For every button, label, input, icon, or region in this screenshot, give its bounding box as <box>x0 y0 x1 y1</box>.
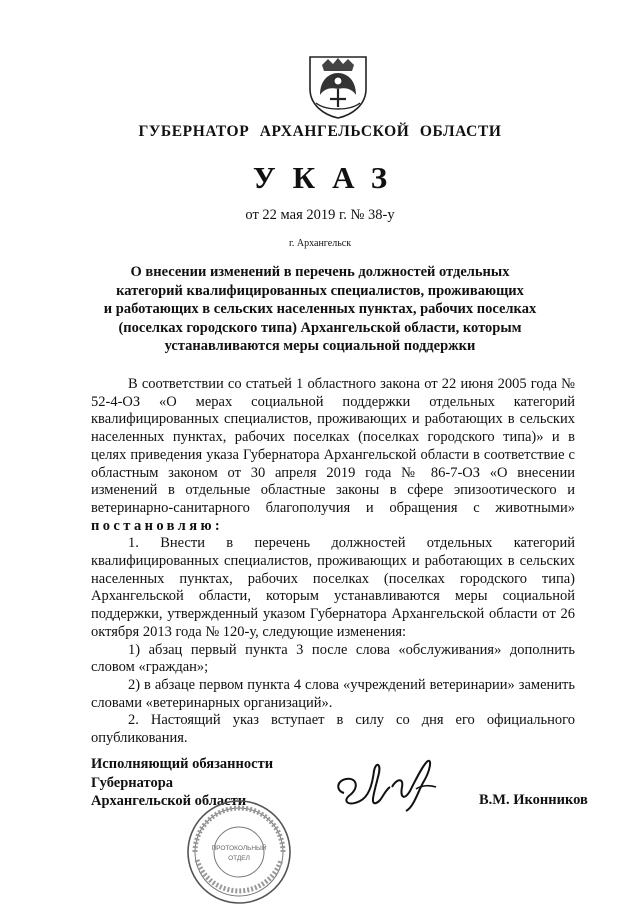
heading-line: (поселках городского типа) Архангельской области, которым <box>118 319 522 336</box>
preamble-paragraph <box>91 376 575 535</box>
heading-line: категорий квалифицированных специалистов, проживающих <box>116 282 524 299</box>
coat-of-arms-icon <box>302 55 374 119</box>
position-line: Архангельской области <box>91 793 247 810</box>
decree-heading <box>80 263 560 356</box>
handwritten-signature-icon <box>330 757 450 813</box>
item-1-subitem-1: 1) абзац первый пункта 3 после слова «обслуживания» дополнить словом «граждан»; <box>91 641 575 676</box>
decree-place: г. Архангельск <box>288 238 352 249</box>
preamble-text: В соответствии со статьей 1 областного закона от 22 июня 2005 года № 52-4-ОЗ «О мерах социальной поддержки отдельных категорий квалифицированных специалистов, проживающих и работающих в сельских населенных пунктах, рабочих поселках (поселках городского типа)» и в целях приведения указа Губернатора Архангельской области в соответствие с областным законом от 30 апреля 2019 года № 86-7-ОЗ «О внесении изменений в отдельные областные законы в сфере эпизоотического и ветеринарно-санитарного благополучия и обращения с животными» <box>91 376 575 516</box>
position-line: Исполняющий обязанности <box>91 756 274 772</box>
svg-text:ОТДЕЛ: ОТДЕЛ <box>228 855 250 862</box>
position-line: Губернатора <box>91 774 174 791</box>
document-type: УКАЗ <box>252 160 405 195</box>
item-1-subitem-2: 2) в абзаце первом пункта 4 слова «учреждений ветеринарии» заменить словами «ветеринарных организаций». <box>91 676 575 711</box>
protocol-stamp-icon <box>183 798 295 905</box>
heading-line: и работающих в сельских населенных пунктах, рабочих поселках <box>103 301 537 318</box>
item-1: 1. Внести в перечень должностей отдельных категорий квалифицированных специалистов, проживающих и работающих в сельских населенных пунктах, рабочих поселках (поселках городского типа) Архангельской области, которым устанавливаются меры социальной поддержки, утвержденный указом Губернатора Архангельской области от 26 октября 2013 года № 120-у, следующие изменения: <box>91 535 575 640</box>
decree-body <box>91 376 575 748</box>
heading-line: устанавливаются меры социальной поддержки <box>164 338 476 355</box>
governor-title: ГУБЕРНАТОР АРХАНГЕЛЬСКОЙ ОБЛАСТИ <box>138 123 502 140</box>
signatory-name: В.М. Иконников <box>479 792 588 808</box>
svg-text:ПРОТОКОЛЬНЫЙ: ПРОТОКОЛЬНЫЙ <box>211 845 267 852</box>
item-2: 2. Настоящий указ вступает в силу со дня его официального опубликования. <box>91 712 575 747</box>
heading-line: О внесении изменений в перечень должностей отдельных <box>130 264 510 280</box>
decree-date-number: от 22 мая 2019 г. № 38-у <box>245 207 395 223</box>
decree-word: постановляю: <box>91 517 224 534</box>
